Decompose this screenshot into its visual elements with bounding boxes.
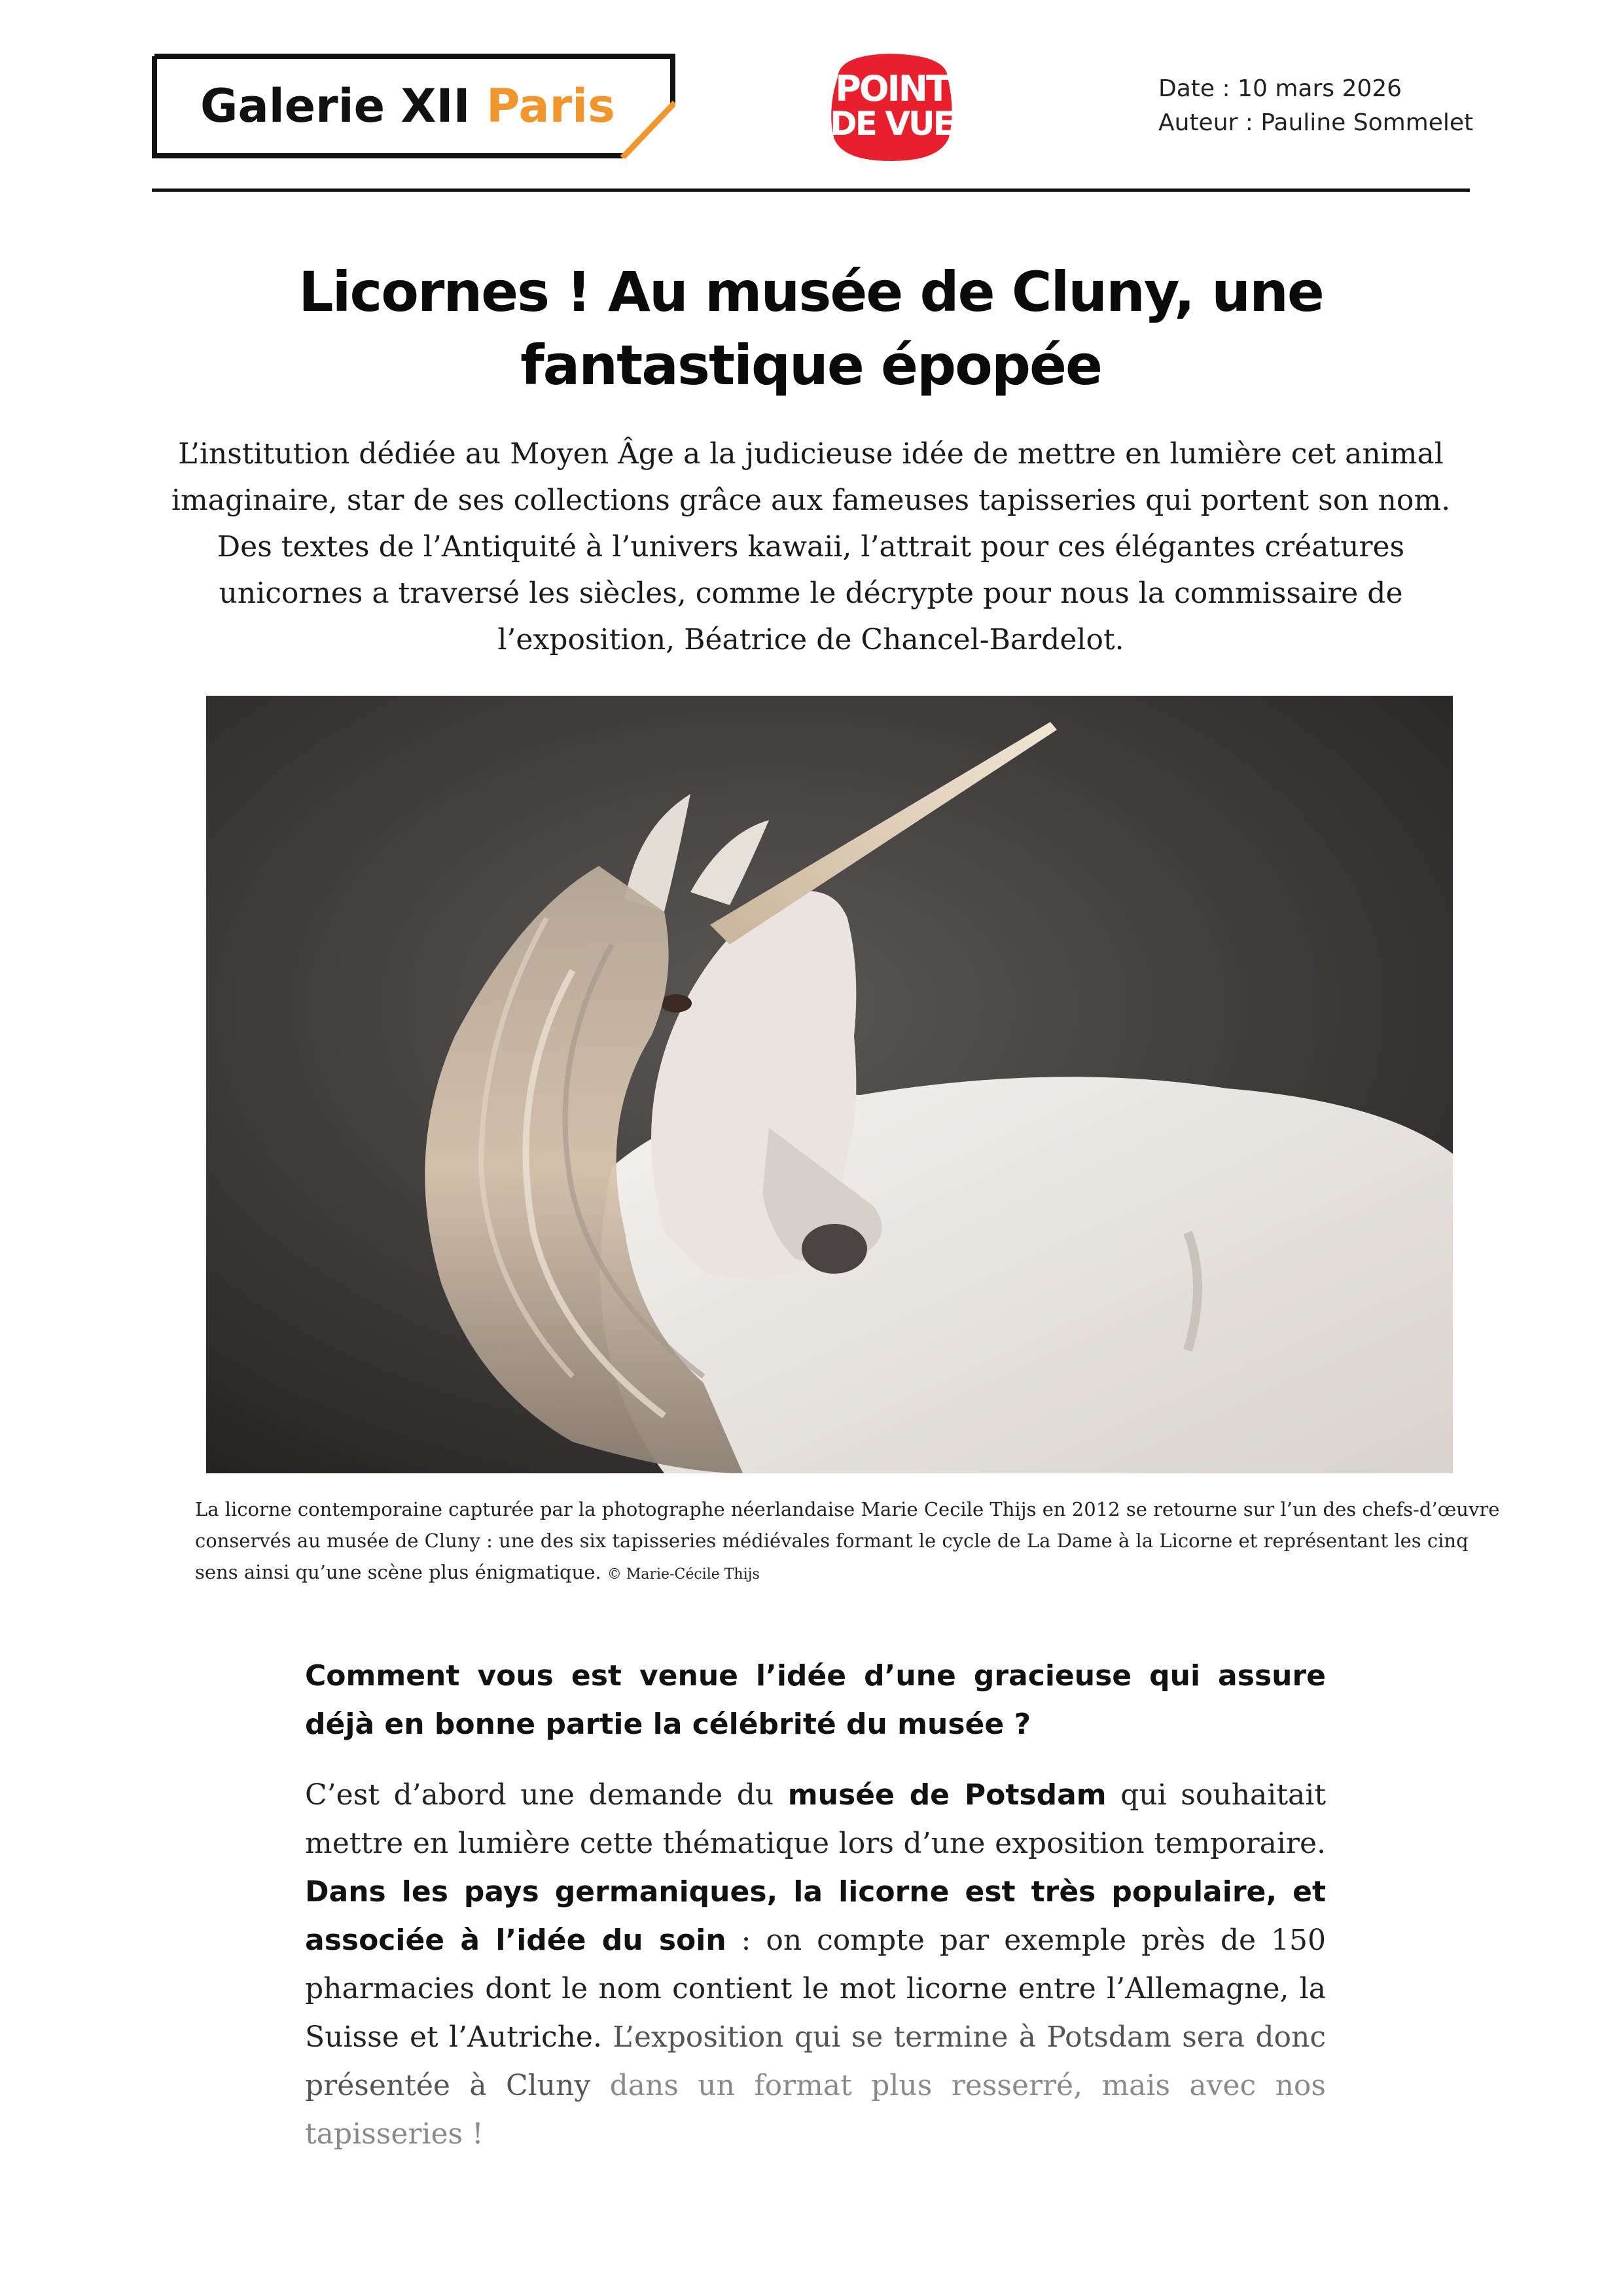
point-de-vue-logo <box>825 51 959 164</box>
answer-text-5: dans un format plus resserré, mais avec nos tapisseries ! <box>305 2069 1326 2151</box>
caption-text: La licorne contemporaine capturée par la photographe néerlandaise Marie Cecile Thijs en 2012 se retourne sur l’un des chefs-d’œuvre conservés au musée de Cluny : une des six tapisseries médiévales formant le cycle de La Dame à la Licorne et représentant les cinq sens ainsi qu’une scène plus énigmatique. <box>195 1498 1500 1583</box>
answer-text-1: C’est d’abord une demande du <box>305 1778 788 1812</box>
brand-logo <box>152 54 675 158</box>
photo-caption <box>195 1494 1504 1590</box>
answer-bold-1: musée de Potsdam <box>787 1778 1107 1812</box>
answer-text-4: L’exposition qui se termine à Potsdam sera donc présentée à Cluny <box>305 2020 1326 2102</box>
article-title: Licornes ! Au musée de Cluny, une fantastique épopée <box>298 260 1323 397</box>
unicorn-photo <box>206 696 1453 1473</box>
answer-text-3: : on compte par exemple près de 150 pharmacies dont le nom contient le mot licorne entre l’Allemagne, la Suisse et l’Autriche. <box>305 1924 1326 2054</box>
meta-author: Auteur : Pauline Sommelet <box>1158 109 1474 136</box>
logo-line-1: POINT <box>835 68 948 109</box>
answer-bold-2: Dans les pays germaniques, la licorne est très populaire, et associée à l’idée du soin <box>305 1875 1326 1957</box>
interview-question: Comment vous est venue l’idée d’une gracieuse qui assure déjà en bonne partie la célébrité du musée ? <box>305 1659 1326 1741</box>
article-lead: L’institution dédiée au Moyen Âge a la judicieuse idée de mettre en lumière cet animal imaginaire, star de ses collections grâce aux fameuses tapisseries qui portent son nom. Des textes de l’Antiquité à l’univers kawaii, l’attrait pour ces élégantes créatures unicornes a traversé les siècles, comme le décrypte pour nous la commissaire de l’exposition, Béatrice de Chancel-Bardelot. <box>171 437 1451 656</box>
interview-answer <box>305 1771 1326 2159</box>
answer-text-2: qui souhaitait mettre en lumière cette thématique lors d’une exposition temporaire. <box>305 1778 1326 1860</box>
article-meta <box>1158 72 1473 140</box>
brand-city: Paris <box>486 79 615 133</box>
header-divider <box>152 188 1470 192</box>
meta-date: Date : 10 mars 2026 <box>1158 75 1402 102</box>
logo-line-2: DE VUE <box>830 105 954 143</box>
brand-name: Galerie XII Paris <box>200 79 615 133</box>
caption-credit: © Marie-Cécile Thijs <box>607 1566 760 1583</box>
unicorn-image-icon <box>206 696 1453 1473</box>
